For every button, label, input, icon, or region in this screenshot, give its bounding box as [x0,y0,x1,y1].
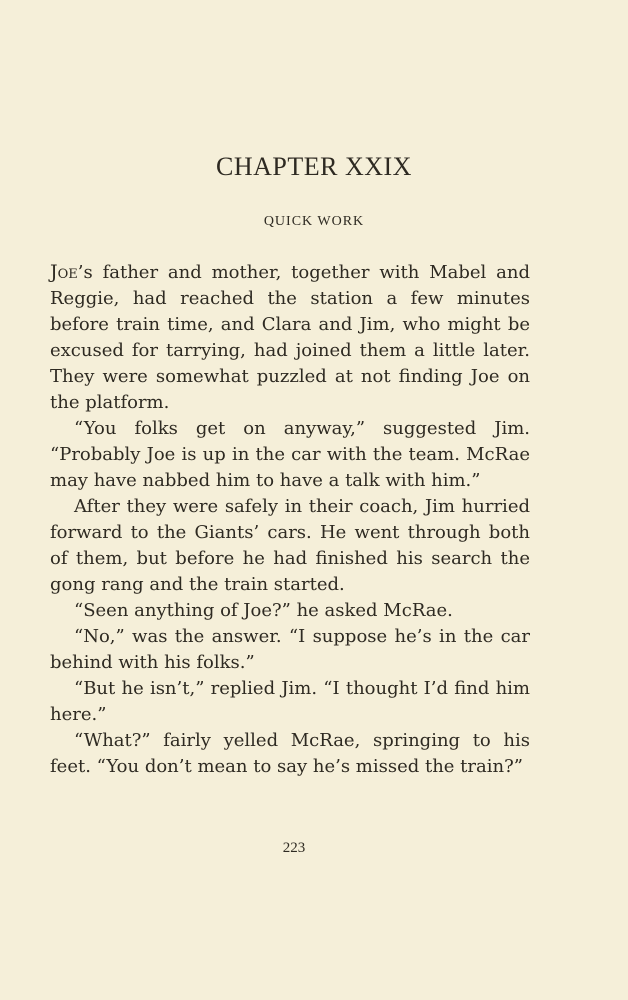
paragraph-text: ’s father and mother, together with Mabel and Reggie, had reached the station a few minutes before train time, and Clara and Jim, who might be excused for tarrying, had joined them a little later. They were somewhat puzzled at not finding Joe on the platform. [50,262,530,413]
paragraph: “What?” fairly yelled McRae, springing to his feet. “You don’t mean to say he’s missed the train?” [50,730,530,777]
paragraph: “You folks get on anyway,” suggested Jim. “Probably Joe is up in the car with the team. McRae may have nabbed him to have a talk with him.” [50,418,530,491]
paragraph-lead-word: Joe [50,261,78,283]
paragraph: “But he isn’t,” replied Jim. “I thought I’d find him here.” [50,678,530,725]
chapter-title: CHAPTER XXIX [216,152,412,181]
paragraph: “No,” was the answer. “I suppose he’s in the car behind with his folks.” [50,626,530,673]
paragraph: After they were safely in their coach, Jim hurried forward to the Giants’ cars. He went through both of them, but before he had finished his search the gong rang and the train started. [50,496,530,595]
paragraph [50,259,530,416]
chapter-subtitle: QUICK WORK [263,214,365,229]
body-text [50,259,530,780]
page-number: 223 [282,840,306,856]
paragraph: “Seen anything of Joe?” he asked McRae. [74,600,453,621]
